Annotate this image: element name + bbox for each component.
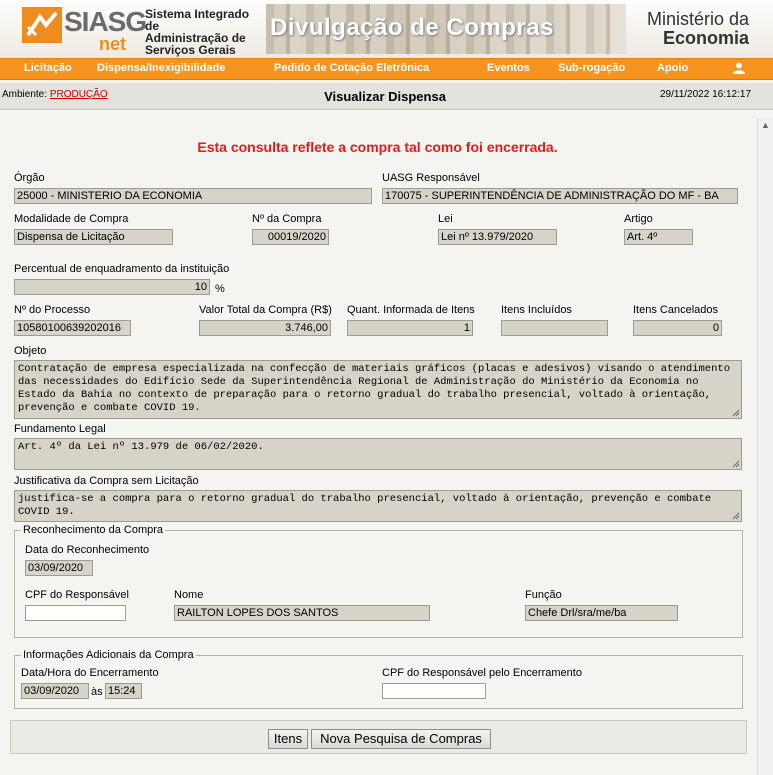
system-name-line: Administração de [145,31,246,45]
reconhecimento-legend: Reconhecimento da Compra [23,524,164,536]
adicionais-legend: Informações Adicionais da Compra [23,649,194,661]
quant-itens-label: Quant. Informada de Itens [347,304,475,316]
percentual-label: Percentual de enquadramento da instituição [14,263,230,275]
num-compra-label: Nº da Compra [252,213,322,225]
ministry-line2: Economia [662,28,749,48]
nav-item-subrogacao[interactable]: Sub-rogação [558,62,626,74]
resize-grip-icon[interactable] [732,512,740,520]
artigo-label: Artigo [624,213,653,225]
itens-cancelados-field: 0 [633,320,722,336]
fundamento-textarea[interactable] [14,438,742,470]
itens-cancelados-label: Itens Cancelados [633,304,718,316]
adicionais-fieldset [14,655,743,709]
itens-incluidos-field [501,320,608,336]
uasg-field: 170075 - SUPERINTENDÊNCIA DE ADMINISTRAÇÃO DO MF - BA [382,188,738,204]
modalidade-field: Dispensa de Licitação [14,229,173,245]
cpf-encerramento-field [382,683,486,699]
funcao-label: Função [525,589,562,601]
objeto-text: Contratação de empresa especializada na confecção de materiais gráficos (placas e adesivos) visando o atendimento das necessidades do Edifício Sede da Superintendência Regional de Administração do Ministério da Economia no Estado da Bahia no contexto de preparação para o retorno gradual do trabalho presencial, voltado à orientação, prevenção e combate COVID 19. [18,363,731,414]
environment-link[interactable]: PRODUÇÃO [49,89,108,100]
banner-title: Divulgação de Compras [270,14,554,41]
as-label: às [91,686,103,698]
percentual-field: 10 [14,279,210,295]
lei-label: Lei [438,213,453,225]
processo-label: Nº do Processo [14,304,91,316]
orgao-label: Órgão [14,172,45,184]
objeto-label: Objeto [14,345,47,357]
fundamento-text: Art. 4º da Lei nº 13.979 de 06/02/2020. [18,441,264,453]
data-reconhecimento-field: 03/09/2020 [25,560,93,576]
valor-label: Valor Total da Compra (R$) [199,304,332,316]
page-title: Visualizar Dispensa [324,89,446,104]
uasg-label: UASG Responsável [382,172,480,184]
nav-item-cotacao[interactable]: Pedido de Cotação Eletrônica [274,62,430,74]
itens-button[interactable]: Itens [268,729,308,749]
nome-field: RAILTON LOPES DOS SANTOS [174,605,430,621]
notice-message: Esta consulta reflete a compra tal como foi encerrada. [197,139,558,155]
scroll-up-arrow-icon[interactable]: ▲ [761,120,770,130]
data-hora-encerramento-label: Data/Hora do Encerramento [21,667,159,679]
nav-item-dispensa[interactable]: Dispensa/Inexigibilidade [97,62,226,74]
user-icon[interactable] [733,62,745,77]
cpf-responsavel-field [25,605,126,621]
objeto-textarea[interactable] [14,360,742,419]
itens-incluidos-label: Itens Incluídos [501,304,572,316]
nova-pesquisa-button[interactable]: Nova Pesquisa de Compras [311,729,491,749]
sub-header [0,83,773,110]
logo-subtext: net [99,34,126,54]
vertical-scrollbar[interactable] [757,118,773,775]
hora-encerramento-field: 15:24 [105,683,142,699]
data-encerramento-field: 03/09/2020 [21,683,89,699]
data-reconhecimento-label: Data do Reconhecimento [25,544,150,556]
ministry-name [625,10,749,48]
ministry-line1: Ministério da [646,9,749,29]
valor-field: 3.746,00 [199,320,331,336]
resize-grip-icon[interactable] [732,409,740,417]
justificativa-label: Justificativa da Compra sem Licitação [14,475,199,487]
siasg-logo-icon [22,7,62,43]
lei-field: Lei nº 13.979/2020 [438,229,557,245]
nav-item-eventos[interactable]: Eventos [487,62,530,74]
system-name-line: Serviços Gerais [145,43,236,57]
cpf-encerramento-label: CPF do Responsável pelo Encerramento [382,667,582,679]
nome-label: Nome [174,589,204,601]
logo-text: SIASG [64,6,147,37]
funcao-field: Chefe Drl/sra/me/ba [525,605,678,621]
system-name [145,8,265,56]
nav-item-apoio[interactable]: Apoio [657,62,689,74]
processo-field: 10580100639202016 [14,320,131,336]
datetime: 29/11/2022 16:12:17 [660,89,752,100]
nav-item-licitacao[interactable]: Licitação [24,62,72,74]
site-header [0,0,773,58]
main-nav [0,58,773,80]
environment-label [2,89,108,100]
justificativa-text: justifica-se a compra para o retorno gradual do trabalho presencial, voltado à orientação, prevenção e combate COVID 19. [18,493,712,518]
artigo-field: Art. 4º [624,229,693,245]
environment-caption: Ambiente: [2,89,48,100]
fundamento-label: Fundamento Legal [14,423,106,435]
button-bar [10,720,747,754]
num-compra-field: 00019/2020 [252,229,329,245]
percent-sign: % [215,283,225,295]
justificativa-textarea[interactable] [14,490,742,522]
cpf-responsavel-label: CPF do Responsável [25,589,129,601]
resize-grip-icon[interactable] [732,460,740,468]
quant-itens-field: 1 [347,320,473,336]
orgao-field: 25000 - MINISTERIO DA ECONOMIA [14,188,372,204]
system-name-line: Sistema Integrado de [145,7,250,33]
modalidade-label: Modalidade de Compra [14,213,129,225]
